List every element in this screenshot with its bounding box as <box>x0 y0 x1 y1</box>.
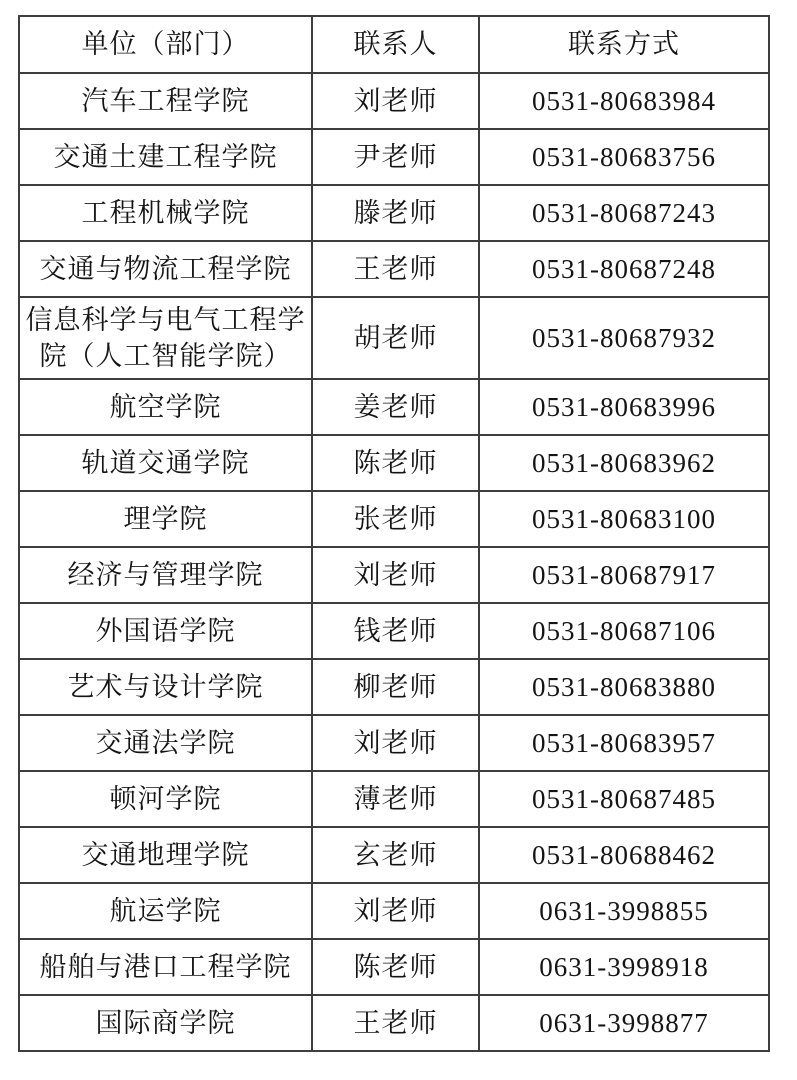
phone-cell: 0531-80687485 <box>479 771 769 827</box>
contact-cell: 胡老师 <box>312 297 479 379</box>
unit-cell: 交通土建工程学院 <box>19 129 312 185</box>
table-row <box>19 185 769 241</box>
phone-cell: 0531-80683880 <box>479 659 769 715</box>
phone-cell: 0531-80687106 <box>479 603 769 659</box>
unit-cell: 交通与物流工程学院 <box>19 241 312 297</box>
phone-cell: 0531-80687243 <box>479 185 769 241</box>
unit-cell: 艺术与设计学院 <box>19 659 312 715</box>
table-row <box>19 883 769 939</box>
unit-cell: 轨道交通学院 <box>19 435 312 491</box>
contact-cell: 王老师 <box>312 995 479 1051</box>
contact-cell: 薄老师 <box>312 771 479 827</box>
header-phone: 联系方式 <box>479 16 769 73</box>
contact-cell: 滕老师 <box>312 185 479 241</box>
phone-cell: 0531-80683996 <box>479 379 769 435</box>
table-header-row <box>19 16 769 73</box>
table-row <box>19 771 769 827</box>
phone-cell: 0531-80688462 <box>479 827 769 883</box>
unit-cell: 国际商学院 <box>19 995 312 1051</box>
table-row <box>19 129 769 185</box>
contact-cell: 柳老师 <box>312 659 479 715</box>
contact-cell: 姜老师 <box>312 379 479 435</box>
unit-cell: 航运学院 <box>19 883 312 939</box>
table-row <box>19 659 769 715</box>
unit-cell: 理学院 <box>19 491 312 547</box>
contact-cell: 钱老师 <box>312 603 479 659</box>
contact-cell: 王老师 <box>312 241 479 297</box>
contact-table <box>18 15 770 1052</box>
contact-cell: 刘老师 <box>312 547 479 603</box>
header-contact: 联系人 <box>312 16 479 73</box>
unit-cell: 交通法学院 <box>19 715 312 771</box>
header-unit: 单位（部门） <box>19 16 312 73</box>
unit-cell: 汽车工程学院 <box>19 73 312 129</box>
unit-cell: 经济与管理学院 <box>19 547 312 603</box>
contact-cell: 刘老师 <box>312 883 479 939</box>
phone-cell: 0531-80687917 <box>479 547 769 603</box>
table-row <box>19 73 769 129</box>
unit-cell: 船舶与港口工程学院 <box>19 939 312 995</box>
table-row <box>19 715 769 771</box>
phone-cell: 0531-80683957 <box>479 715 769 771</box>
phone-cell: 0531-80687932 <box>479 297 769 379</box>
unit-cell: 交通地理学院 <box>19 827 312 883</box>
table-row <box>19 603 769 659</box>
unit-cell: 顿河学院 <box>19 771 312 827</box>
contact-cell: 尹老师 <box>312 129 479 185</box>
phone-cell: 0531-80683984 <box>479 73 769 129</box>
table-row <box>19 547 769 603</box>
contact-cell: 张老师 <box>312 491 479 547</box>
table-row <box>19 379 769 435</box>
table-row <box>19 939 769 995</box>
contact-cell: 刘老师 <box>312 73 479 129</box>
phone-cell: 0531-80683756 <box>479 129 769 185</box>
table-row <box>19 827 769 883</box>
unit-cell: 外国语学院 <box>19 603 312 659</box>
phone-cell: 0531-80683962 <box>479 435 769 491</box>
contact-cell: 陈老师 <box>312 435 479 491</box>
phone-cell: 0531-80683100 <box>479 491 769 547</box>
table-row <box>19 491 769 547</box>
table-row <box>19 435 769 491</box>
contact-cell: 玄老师 <box>312 827 479 883</box>
contact-cell: 陈老师 <box>312 939 479 995</box>
phone-cell: 0531-80687248 <box>479 241 769 297</box>
unit-cell: 信息科学与电气工程学院（人工智能学院） <box>19 297 312 379</box>
phone-cell: 0631-3998855 <box>479 883 769 939</box>
table-row <box>19 241 769 297</box>
phone-cell: 0631-3998918 <box>479 939 769 995</box>
table-row <box>19 297 769 379</box>
table-row <box>19 995 769 1051</box>
contact-cell: 刘老师 <box>312 715 479 771</box>
unit-cell: 工程机械学院 <box>19 185 312 241</box>
phone-cell: 0631-3998877 <box>479 995 769 1051</box>
unit-cell: 航空学院 <box>19 379 312 435</box>
